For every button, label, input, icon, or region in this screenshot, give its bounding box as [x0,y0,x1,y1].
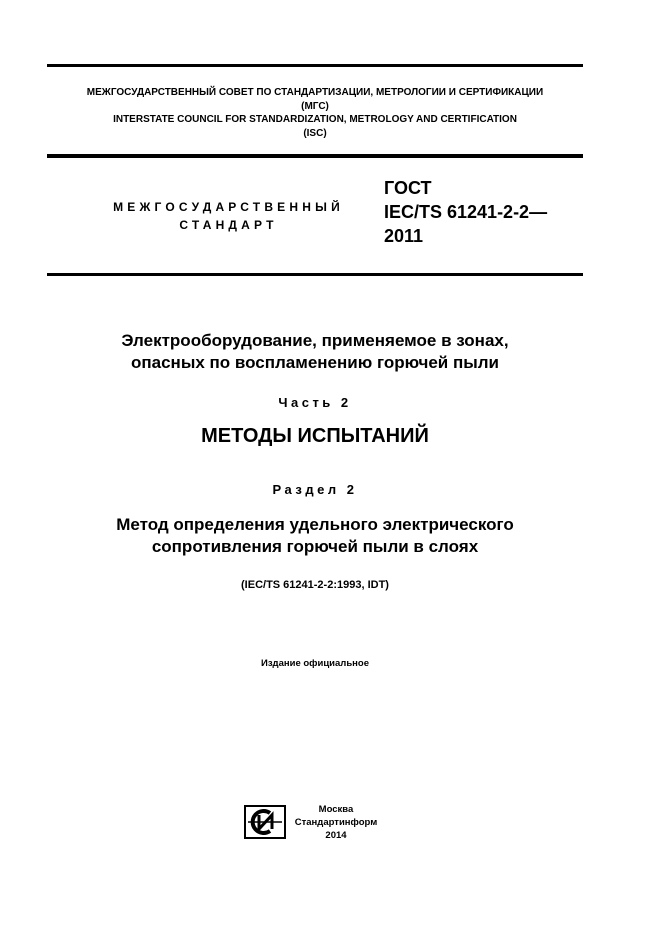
section-title [47,514,583,558]
publisher-name: Стандартинформ [294,817,378,828]
standard-type-line2: СТАНДАРТ [179,218,278,232]
standard-type-line1: МЕЖГОСУДАРСТВЕННЫЙ [113,200,344,214]
gost-number: IEC/TS 61241-2-2— [384,202,548,222]
section-title-line1: Метод определения удельного электрического [116,515,514,534]
standard-type [96,198,361,234]
publisher-year: 2014 [325,830,347,841]
edition-note: Издание официальное [261,658,369,669]
international-reference: (IEC/TS 61241-2-2:1993, IDT) [241,579,389,591]
part-label: Часть 2 [278,395,352,410]
document-title-line2: опасных по воспламенению горючей пыли [130,353,499,372]
document-title [47,330,583,374]
council-name-ru: МЕЖГОСУДАРСТВЕННЫЙ СОВЕТ ПО СТАНДАРТИЗАЦИИ, МЕТРОЛОГИИ И СЕРТИФИКАЦИИ [86,87,544,98]
council-abbr-ru: (МГС) [301,100,329,112]
council-abbr-en: (ISC) [303,127,327,139]
gost-label: ГОСТ [384,178,432,198]
part-title: МЕТОДЫ ИСПЫТАНИЙ [201,425,429,447]
document-title-line1: Электрооборудование, применяемое в зонах, [121,331,509,350]
publisher-city: Москва [318,804,354,815]
section-label: Раздел 2 [272,482,358,497]
standartinform-logo-icon [244,805,286,839]
council-name-en: INTERSTATE COUNCIL FOR STANDARDIZATION, METROLOGY AND CERTIFICATION [113,114,517,125]
gost-designation [384,176,547,248]
header-rule [47,154,583,158]
section-title-line2: сопротивления горючей пыли в слоях [151,537,479,556]
designation-rule [47,273,583,276]
top-rule [47,64,583,67]
publisher-block [290,803,382,842]
gost-year: 2011 [384,226,424,246]
council-header [47,86,583,140]
